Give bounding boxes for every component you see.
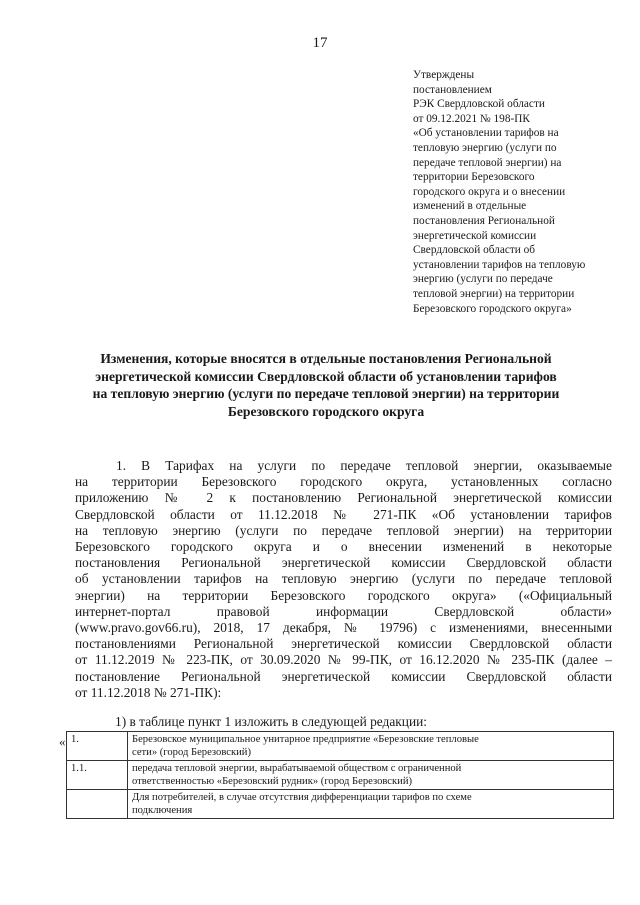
body-line: (www.pravo.gov66.ru), 2018, 17 декабря, № 19796) с изменениями, внесенными — [75, 620, 612, 636]
cell-line: сети» (город Березовский) — [132, 747, 251, 758]
body-line: от 11.12.2019 № 223-ПК, от 30.09.2020 № 99-ПК, от 16.12.2020 № 235-ПК (далее – — [75, 652, 612, 668]
row-description — [128, 732, 614, 761]
row-number: 1.1. — [67, 761, 128, 790]
approval-line: Утверждены — [413, 69, 475, 81]
body-line: приложению № 2 к постановлению Региональной энергетической комиссии — [75, 490, 612, 506]
approval-line: от 09.12.2021 № 198-ПК — [413, 112, 530, 125]
document-heading — [80, 350, 572, 420]
page-number: 17 — [312, 35, 328, 51]
body-line: постановление Региональной энергетической комиссии Свердловской области — [75, 668, 612, 684]
body-line: от 11.12.2018 № 271-ПК): — [75, 684, 222, 700]
row-description — [128, 790, 614, 819]
body-line: 1. В Тарифах на услуги по передаче тепловой энергии, оказываемые — [116, 458, 612, 473]
tariff-table — [66, 731, 614, 819]
approval-line: изменений в отдельные — [413, 200, 527, 213]
subitem-1: 1) в таблице пункт 1 изложить в следующей редакции: — [115, 714, 428, 729]
table-row — [67, 732, 614, 761]
approval-line: «Об установлении тарифов на — [413, 127, 559, 140]
cell-line: ответственностью «Березовский рудник» (город Березовский) — [132, 776, 413, 787]
approval-line: РЭК Свердловской области — [413, 98, 545, 111]
body-line: интернет-портал правовой информации Свердловской области» — [75, 603, 612, 619]
cell-line: Для потребителей, в случае отсутствия дифференциации тарифов по схеме — [132, 792, 472, 803]
body-line: Свердловской области от 11.12.2018 № 271-ПК «Об установлении тарифов — [75, 506, 612, 522]
open-quote: « — [59, 734, 66, 749]
heading-line: энергетической комиссии Свердловской области об установлении тарифов — [95, 368, 557, 384]
approval-line: Березовского городского округа» — [413, 302, 572, 315]
body-line: об установлении тарифов на тепловую энергию (услуги по передаче тепловой — [75, 571, 612, 587]
approval-line: тепловой энергии) на территории — [413, 287, 575, 300]
approval-line: территории Березовского — [413, 171, 535, 184]
row-number — [67, 790, 128, 819]
body-line: Березовского городского округа и о внесении изменений в некоторые — [75, 539, 612, 555]
approval-line: энергетической комиссии — [413, 229, 537, 242]
approval-line: передаче тепловой энергии) на — [413, 156, 562, 169]
body-line: на тепловую энергию (услуги по передаче тепловой энергии) на территории — [75, 522, 612, 538]
table-row — [67, 761, 614, 790]
approval-line: городского округа и о внесении — [413, 185, 566, 198]
body-line: постановления Региональной энергетической комиссии Свердловской области — [75, 555, 612, 571]
approval-stamp — [413, 68, 613, 316]
approval-line: постановления Региональной — [413, 214, 555, 227]
approval-line: тепловую энергию (услуги по — [413, 141, 557, 154]
approval-line: установлении тарифов на тепловую — [413, 258, 586, 271]
approval-line: Свердловской области об — [413, 244, 536, 257]
approval-line: энергию (услуги по передаче — [413, 273, 553, 286]
heading-line: Изменения, которые вносятся в отдельные постановления Региональной — [100, 351, 552, 366]
body-line: постановлениями Региональной энергетической комиссии Свердловской области — [75, 636, 612, 652]
body-line: на территории Березовского городского округа, установленных согласно — [75, 474, 612, 490]
table-row — [67, 790, 614, 819]
heading-line: Березовского городского округа — [227, 403, 425, 419]
row-description — [128, 761, 614, 790]
heading-line: на тепловую энергию (услуги по передаче тепловой энергии) на территории — [92, 386, 560, 401]
cell-line: Березовское муниципальное унитарное предприятие «Березовские тепловые — [132, 734, 479, 745]
approval-line: постановлением — [413, 83, 492, 96]
body-paragraph — [75, 458, 612, 701]
cell-line: передача тепловой энергии, вырабатываемой обществом с ограниченной — [132, 763, 462, 774]
cell-line: подключения — [132, 805, 193, 816]
row-number: 1. — [67, 732, 128, 761]
body-line: энергии) на территории Березовского городского округа» («Официальный — [75, 587, 612, 603]
